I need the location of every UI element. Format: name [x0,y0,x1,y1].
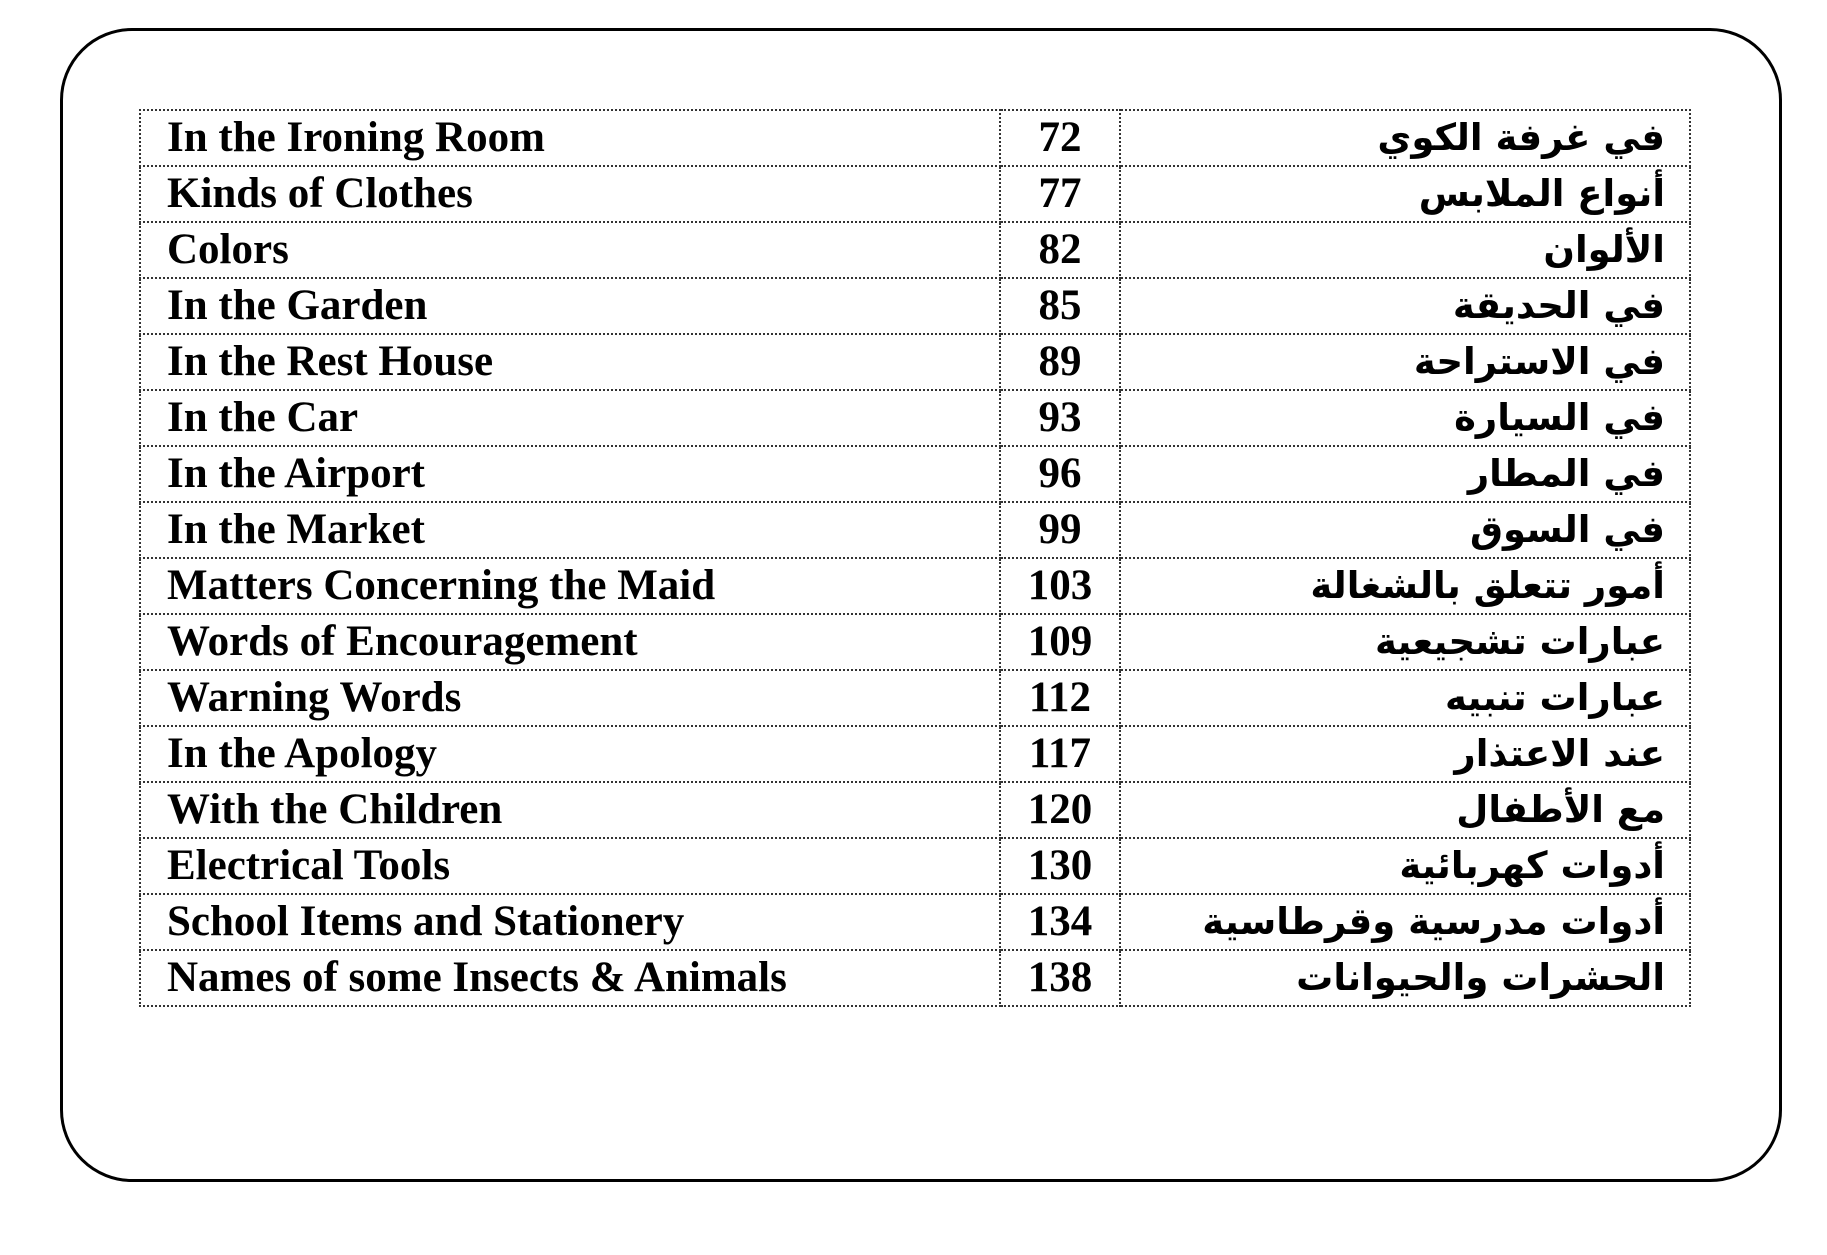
toc-row [140,614,1690,670]
toc-english-title: In the Car [140,390,1000,446]
toc-row [140,670,1690,726]
toc-page-number: 138 [1000,950,1120,1006]
toc-row [140,502,1690,558]
toc-page-number: 130 [1000,838,1120,894]
toc-row [140,558,1690,614]
toc-english-title: In the Airport [140,446,1000,502]
toc-row [140,446,1690,502]
toc-arabic-title: في السيارة [1120,390,1690,446]
toc-page-number: 82 [1000,222,1120,278]
toc-row [140,782,1690,838]
toc-arabic-title: عبارات تنبيه [1120,670,1690,726]
toc-page-number: 134 [1000,894,1120,950]
toc-page-number: 77 [1000,166,1120,222]
toc-english-title: Electrical Tools [140,838,1000,894]
toc-english-title: In the Rest House [140,334,1000,390]
toc-row [140,726,1690,782]
toc-english-title: In the Market [140,502,1000,558]
toc-page-number: 109 [1000,614,1120,670]
toc-page-number: 99 [1000,502,1120,558]
toc-english-title: Words of Encouragement [140,614,1000,670]
toc-row [140,950,1690,1006]
toc-arabic-title: أدوات كهربائية [1120,838,1690,894]
toc-page-number: 89 [1000,334,1120,390]
toc-page-number: 103 [1000,558,1120,614]
toc-row [140,334,1690,390]
toc-arabic-title: في الحديقة [1120,278,1690,334]
toc-english-title: Colors [140,222,1000,278]
toc-english-title: Matters Concerning the Maid [140,558,1000,614]
toc-english-title: In the Apology [140,726,1000,782]
toc-english-title: In the Ironing Room [140,110,1000,166]
toc-english-title: In the Garden [140,278,1000,334]
toc-row [140,390,1690,446]
toc-page-number: 117 [1000,726,1120,782]
table-of-contents [139,109,1691,1007]
toc-row [140,166,1690,222]
toc-row [140,110,1690,166]
toc-arabic-title: عبارات تشجيعية [1120,614,1690,670]
toc-english-title: Names of some Insects & Animals [140,950,1000,1006]
toc-row [140,894,1690,950]
toc-arabic-title: عند الاعتذار [1120,726,1690,782]
toc-page-number: 85 [1000,278,1120,334]
toc-page-number: 93 [1000,390,1120,446]
toc-arabic-title: في الاستراحة [1120,334,1690,390]
toc-row [140,278,1690,334]
toc-arabic-title: الحشرات والحيوانات [1120,950,1690,1006]
toc-row [140,838,1690,894]
toc-arabic-title: في غرفة الكوي [1120,110,1690,166]
toc-arabic-title: مع الأطفال [1120,782,1690,838]
toc-row [140,222,1690,278]
toc-english-title: Kinds of Clothes [140,166,1000,222]
toc-page-number: 120 [1000,782,1120,838]
toc-english-title: Warning Words [140,670,1000,726]
toc-arabic-title: الألوان [1120,222,1690,278]
toc-arabic-title: أدوات مدرسية وقرطاسية [1120,894,1690,950]
toc-page-number: 112 [1000,670,1120,726]
toc-page-number: 72 [1000,110,1120,166]
toc-arabic-title: أمور تتعلق بالشغالة [1120,558,1690,614]
toc-page-number: 96 [1000,446,1120,502]
toc-arabic-title: في السوق [1120,502,1690,558]
toc-arabic-title: أنواع الملابس [1120,166,1690,222]
toc-arabic-title: في المطار [1120,446,1690,502]
toc-english-title: School Items and Stationery [140,894,1000,950]
toc-english-title: With the Children [140,782,1000,838]
